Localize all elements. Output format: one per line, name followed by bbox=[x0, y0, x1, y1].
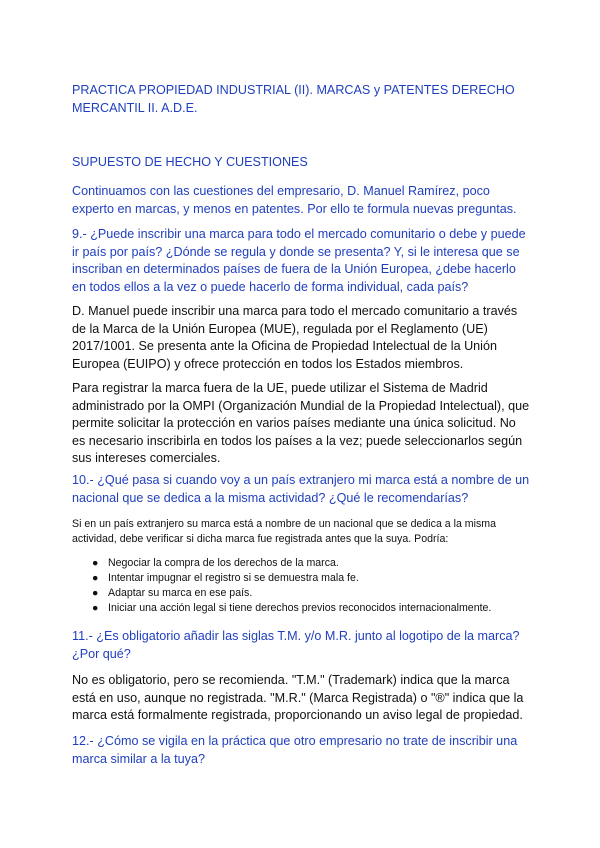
list-item-text: Iniciar una acción legal si tiene derechos previos reconocidos internacionalmente. bbox=[108, 602, 492, 614]
bullet-icon: ● bbox=[92, 602, 99, 614]
list-item bbox=[92, 586, 532, 601]
answer-10-paragraph: Si en un país extranjero su marca está a nombre de un nacional que se dedica a la misma actividad, debe verificar si dicha marca fue registrada antes que la suya. Podría: bbox=[72, 518, 496, 545]
bullet-icon: ● bbox=[92, 572, 99, 584]
list-item bbox=[92, 556, 532, 571]
document-title: PRACTICA PROPIEDAD INDUSTRIAL (II). MARCAS y PATENTES DERECHO MERCANTIL II. A.D.E. bbox=[72, 83, 515, 115]
answer-11-paragraph: No es obligatorio, pero se recomienda. "T.M." (Trademark) indica que la marca está en uso, aunque no registrada. "M.R." (Marca Registrada) o "®" indica que la marca está formalmente registrada, proporcionando un aviso legal de propiedad. bbox=[72, 673, 524, 723]
answer-9-paragraph-1: D. Manuel puede inscribir una marca para todo el mercado comunitario a través de la Marca de la Unión Europea (MUE), regulada por el Reglamento (UE) 2017/1001. Se presenta ante la Oficina de Propiedad Intelectual de la Unión Europea (EUIPO) y ofrece protección en todos los Estados miembros. bbox=[72, 304, 518, 371]
question-12: 12.- ¿Cómo se vigila en la práctica que otro empresario no trate de inscribir una marca similar a la tuya? bbox=[72, 734, 518, 766]
question-10: 10.- ¿Qué pasa si cuando voy a un país extranjero mi marca está a nombre de un nacional que se dedica a la misma actividad? ¿Qué le recomendarías? bbox=[72, 473, 530, 505]
bullet-icon: ● bbox=[92, 587, 99, 599]
intro-paragraph: Continuamos con las cuestiones del empresario, D. Manuel Ramírez, poco experto en marcas, y menos en patentes. Por ello te formula nuevas preguntas. bbox=[72, 184, 517, 216]
list-item bbox=[92, 601, 532, 616]
section-heading: SUPUESTO DE HECHO Y CUESTIONES bbox=[72, 155, 308, 169]
question-9: 9.- ¿Puede inscribir una marca para todo el mercado comunitario o debe y puede ir país por país? ¿Dónde se regula y donde se presenta? Y, si le interesa que se inscriban en determinados países de fuera de la Unión Europea, ¿debe hacerlo en todos ellos a la vez o puede hacerlo de forma individual, cada país? bbox=[72, 227, 526, 294]
answer-9-paragraph-2: Para registrar la marca fuera de la UE, puede utilizar el Sistema de Madrid administrado por la OMPI (Organización Mundial de la Propiedad Intelectual), que permite solicitar la protección en varios países mediante una única solicitud. No es necesario inscribirla en todos los países a la vez; puede seleccionarlos según sus intereses comerciales. bbox=[72, 381, 530, 466]
list-item-text: Adaptar su marca en ese país. bbox=[108, 587, 253, 599]
question-11: 11.- ¿Es obligatorio añadir las siglas T.M. y/o M.R. junto al logotipo de la marca? ¿Por qué? bbox=[72, 629, 520, 661]
list-item-text: Negociar la compra de los derechos de la marca. bbox=[108, 557, 339, 569]
bullet-icon: ● bbox=[92, 557, 99, 569]
list-item-text: Intentar impugnar el registro si se demuestra mala fe. bbox=[108, 572, 359, 584]
recommendations-list bbox=[92, 556, 532, 616]
list-item bbox=[92, 571, 532, 586]
